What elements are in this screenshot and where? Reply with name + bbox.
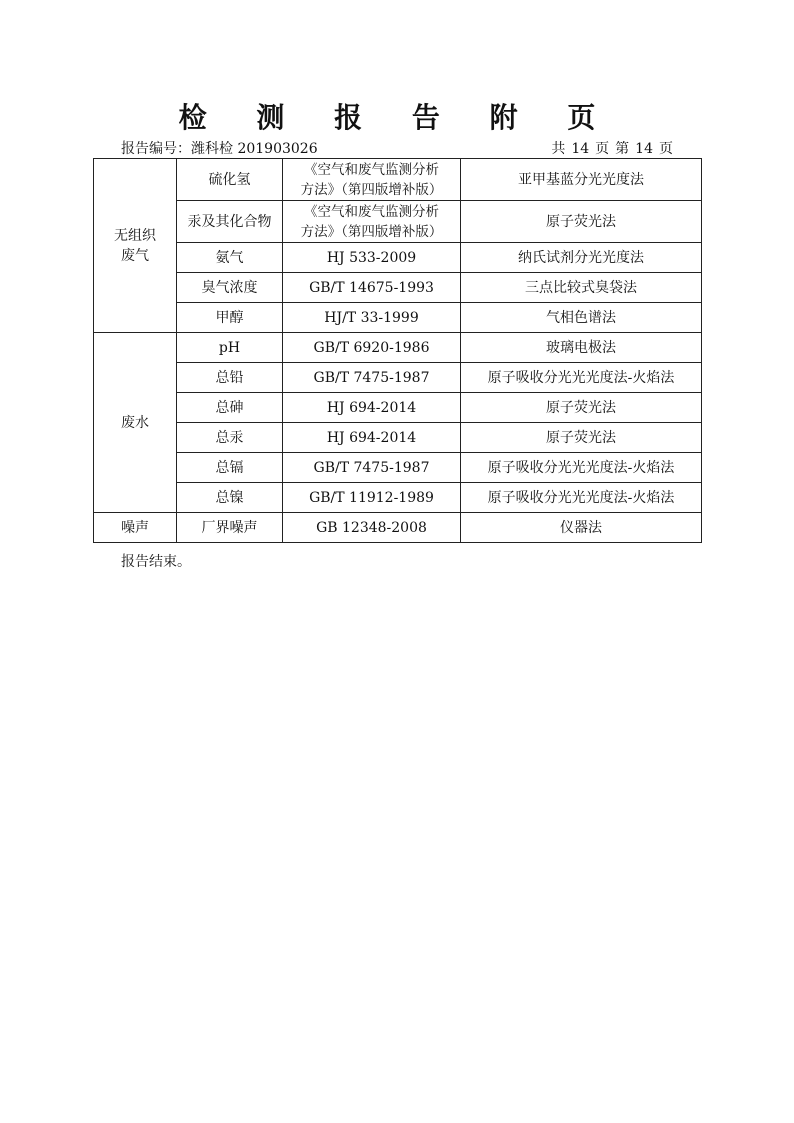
item-cell: 总镍 (177, 483, 283, 513)
report-number (121, 138, 318, 160)
technique-cell: 亚甲基蓝分光光度法 (461, 159, 702, 201)
technique-cell: 原子荧光法 (461, 393, 702, 423)
method-cell: GB/T 6920-1986 (283, 333, 461, 363)
category-cell: 无组织 废气 (94, 159, 177, 333)
item-cell: 厂界噪声 (177, 513, 283, 543)
item-cell: pH (177, 333, 283, 363)
technique-cell: 原子荧光法 (461, 201, 702, 243)
total-label: 共 (551, 141, 566, 157)
table-row (94, 243, 702, 273)
table-row (94, 513, 702, 543)
table-row (94, 363, 702, 393)
method-cell: GB/T 7475-1987 (283, 453, 461, 483)
total-pages: 14 (571, 141, 590, 157)
technique-cell: 三点比较式臭袋法 (461, 273, 702, 303)
table-row (94, 201, 702, 243)
total-unit: 页 (595, 141, 610, 157)
page-counter (545, 138, 673, 160)
method-cell: GB/T 11912-1989 (283, 483, 461, 513)
technique-cell: 气相色谱法 (461, 303, 702, 333)
table-row (94, 303, 702, 333)
table-row (94, 333, 702, 363)
technique-cell: 玻璃电极法 (461, 333, 702, 363)
method-cell: HJ 694-2014 (283, 423, 461, 453)
method-cell: HJ 694-2014 (283, 393, 461, 423)
category-cell: 噪声 (94, 513, 177, 543)
item-cell: 总镉 (177, 453, 283, 483)
table-row (94, 483, 702, 513)
method-cell: 《空气和废气监测分析 方法》（第四版增补版） (283, 159, 461, 201)
method-cell: HJ 533-2009 (283, 243, 461, 273)
table-row (94, 273, 702, 303)
item-cell: 氨气 (177, 243, 283, 273)
table-row (94, 393, 702, 423)
technique-cell: 原子吸收分光光光度法-火焰法 (461, 483, 702, 513)
end-note: 报告结束。 (121, 554, 191, 570)
technique-cell: 原子吸收分光光光度法-火焰法 (461, 453, 702, 483)
report-meta (121, 138, 681, 160)
technique-cell: 原子吸收分光光光度法-火焰法 (461, 363, 702, 393)
technique-cell: 纳氏试剂分光光度法 (461, 243, 702, 273)
item-cell: 汞及其化合物 (177, 201, 283, 243)
page-title: 检 测 报 告 附 页 (178, 101, 616, 134)
item-cell: 总铅 (177, 363, 283, 393)
report-number-label: 报告编号： (121, 141, 191, 157)
technique-cell: 仪器法 (461, 513, 702, 543)
item-cell: 总砷 (177, 393, 283, 423)
method-cell: HJ/T 33-1999 (283, 303, 461, 333)
table-row (94, 423, 702, 453)
table-row (94, 453, 702, 483)
method-cell: GB/T 14675-1993 (283, 273, 461, 303)
item-cell: 硫化氢 (177, 159, 283, 201)
method-cell: 《空气和废气监测分析 方法》（第四版增补版） (283, 201, 461, 243)
method-table (93, 158, 702, 543)
report-number-value: 潍科检 201903026 (191, 141, 318, 157)
category-cell: 废水 (94, 333, 177, 513)
technique-cell: 原子荧光法 (461, 423, 702, 453)
current-page: 14 (635, 141, 653, 157)
current-label: 第 (615, 141, 630, 157)
method-table-body (94, 159, 702, 543)
current-unit: 页 (659, 141, 673, 157)
table-row (94, 159, 702, 201)
item-cell: 总汞 (177, 423, 283, 453)
method-cell: GB/T 7475-1987 (283, 363, 461, 393)
item-cell: 臭气浓度 (177, 273, 283, 303)
method-cell: GB 12348-2008 (283, 513, 461, 543)
item-cell: 甲醇 (177, 303, 283, 333)
